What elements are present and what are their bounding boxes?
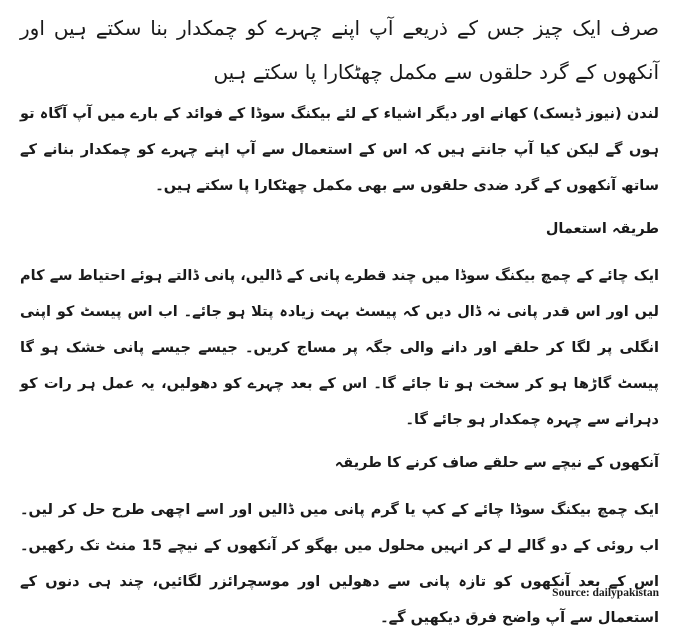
eyes-paragraph: ایک چمچ بیکنگ سوڈا چائے کے کپ یا گرم پانی میں ڈالیں اور اسے اچھی طرح حل کر لیں۔ اب روئی کے دو گالے لے کر انہیں محلول میں بھگو کر آنکھوں کے نیچے 15 منٹ تک رکھیں۔ اس کے بعد آنکھوں کو تازہ پانی سے دھولیں اور موسچرائزر لگائیں، چند ہی دنوں کے استعمال سے آپ واضح فرق دیکھیں گے۔ (20, 502, 660, 626)
intro-paragraph: لندن (نیوز ڈیسک) کھانے اور دیگر اشیاء کے لئے بیکنگ سوڈا کے فوائد کے بارے میں آپ آگاہ تو ہوں گے لیکن کیا آپ جانتے ہیں کہ اس کے استعمال سے آپ اپنے چہرے کو چمکدار بنانے کے ساتھ آنکھوں کے گرد ضدی حلقوں سے بھی مکمل چھٹکارا پا سکتے ہیں۔ (20, 106, 659, 194)
article-title: صرف ایک چیز جس کے ذریعے آپ اپنے چہرے کو چمکدار بنا سکتے ہیں اور آنکھوں کے گرد حلقوں سے مکمل چھٹکارا پا سکتے ہیں (20, 16, 659, 84)
method-heading: طریقہ استعمال (545, 221, 659, 237)
method-paragraph: ایک چائے کے چمچ بیکنگ سوڈا میں چند قطرے پانی کے ڈالیں، پانی ڈالتے ہوئے احتیاط سے کام لیں اور اس قدر پانی نہ ڈال دیں کہ پیسٹ بہت زیادہ پتلا ہو جائے۔ اب اس پیسٹ کو اپنی انگلی پر لگا کر حلقے اور دانے والی جگہ پر مساج کریں۔ جیسے جیسے پانی خشک ہو گا پیسٹ گاڑھا ہو کر سخت ہو تا جائے گا۔ اس کے بعد چہرے کو دھولیں، یہ عمل ہر رات کو دہرانے سے چہرہ چمکدار ہو جائے گا۔ (20, 268, 659, 428)
eyes-heading: آنکھوں کے نیچے سے حلقے صاف کرنے کا طریقہ (334, 455, 659, 471)
source-credit: Source: dailypakistan (552, 587, 659, 599)
